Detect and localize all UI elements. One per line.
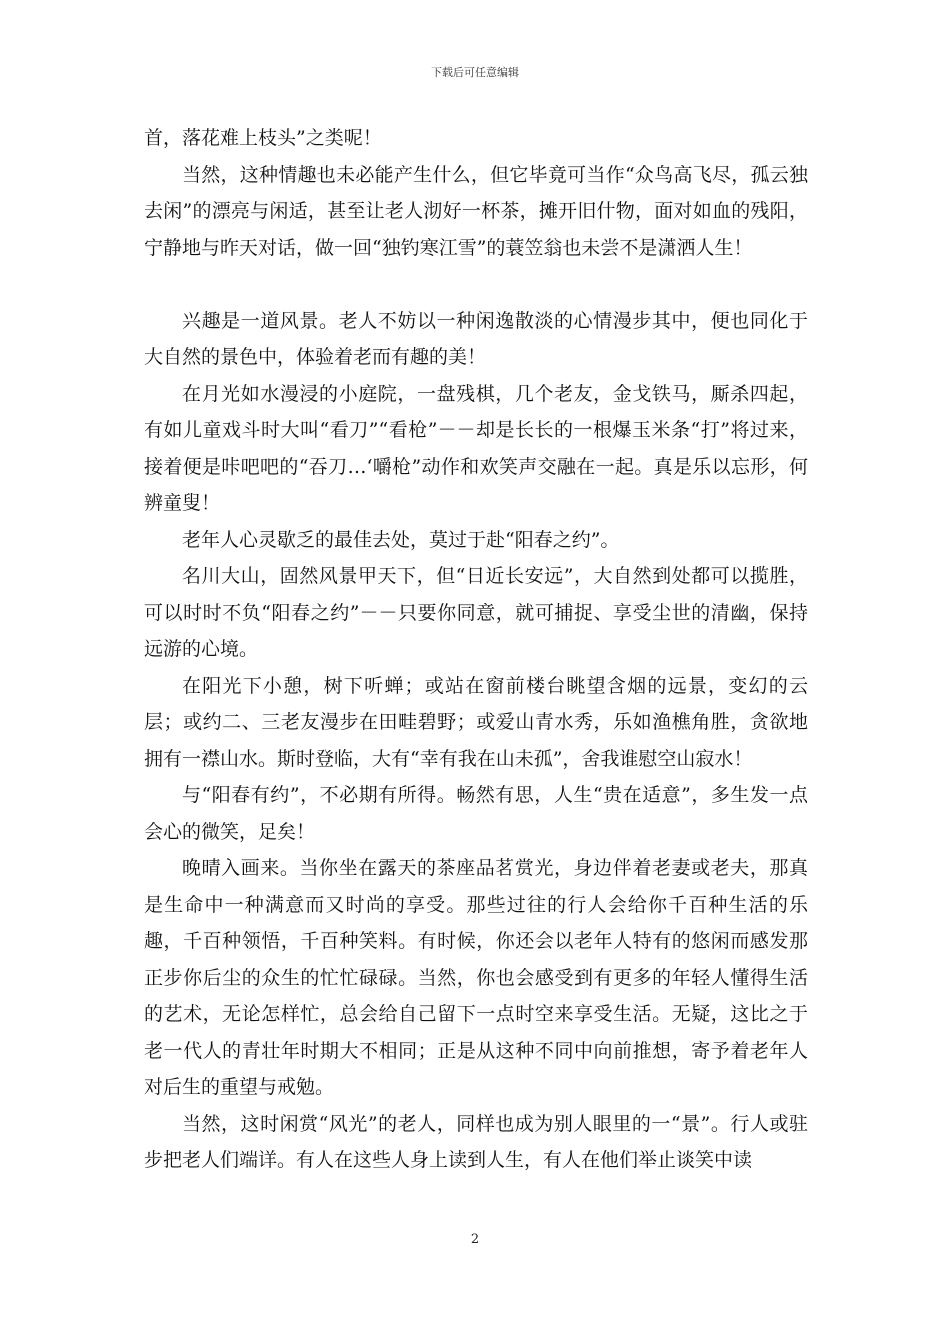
page-number: 2 [470, 1232, 480, 1247]
paragraph: 在月光如水漫浸的小庭院，一盘残棋，几个老友，金戈铁马，厮杀四起，有如儿童戏斗时大叫“看刀”“看枪”－－却是长长的一根爆玉米条“打”将过来，接着便是咔吧吧的“吞刀…‘嚼枪”动作和欢笑声交融在一起。真是乐以忘形，何辨童叟！ [144, 382, 808, 514]
paragraph: 当然，这时闲赏“风光”的老人，同样也成为别人眼里的一“景”。行人或驻步把老人们端详。有人在这些人身上读到人生，有人在他们举止谈笑中读 [144, 1112, 808, 1171]
paragraph: 与“阳春有约”，不必期有所得。畅然有思，人生“贵在适意”，多生发一点会心的微笑，足矣！ [144, 784, 808, 843]
page-header-note: 下载后可任意编辑 [431, 66, 519, 79]
paragraph: 在阳光下小憩，树下听蝉；或站在窗前楼台眺望含烟的远景，变幻的云层；或约二、三老友漫步在田畦碧野；或爱山青水秀，乐如渔樵角胜，贪欲地拥有一襟山水。斯时登临，大有“幸有我在山未孤”，舍我谁慰空山寂水！ [144, 674, 808, 770]
paragraph-gap [144, 266, 808, 303]
paragraph: 当然，这种情趣也未必能产生什么，但它毕竟可当作“众鸟高飞尽，孤云独去闲”的漂亮与闲适，甚至让老人沏好一杯茶，摊开旧什物，面对如血的残阳，宁静地与昨天对话，做一回“独钓寒江雪”的蓑笠翁也未尝不是潇洒人生！ [144, 163, 808, 259]
paragraph: 老年人心灵歇乏的最佳去处，莫过于赴“阳春之约”。 [182, 528, 620, 551]
paragraph: 晚晴入画来。当你坐在露天的茶座品茗赏光，身边伴着老妻或老夫，那真是生命中一种满意而又时尚的享受。那些过往的行人会给你千百种生活的乐趣，千百种领悟，千百种笑料。有时候，你还会以老年人特有的悠闲而感发那正步你后尘的众生的忙忙碌碌。当然，你也会感受到有更多的年轻人懂得生活的艺术，无论怎样忙，总会给自己留下一点时空来享受生活。无疑，这比之于老一代人的青壮年时期大不相同；正是从这种不同中向前推想，寄予着老年人对后生的重望与戒勉。 [144, 857, 808, 1098]
paragraph: 名川大山，固然风景甲天下，但“日近长安远”，大自然到处都可以揽胜，可以时时不负“阳春之约”－－只要你同意，就可捕捉、享受尘世的清幽，保持远游的心境。 [144, 565, 808, 660]
document-body [144, 120, 808, 1179]
paragraph-continuation: 首，落花难上枝头”之类呢！ [144, 127, 382, 149]
paragraph: 兴趣是一道风景。老人不妨以一种闲逸散淡的心情漫步其中，便也同化于大自然的景色中，体验着老而有趣的美！ [144, 309, 808, 368]
